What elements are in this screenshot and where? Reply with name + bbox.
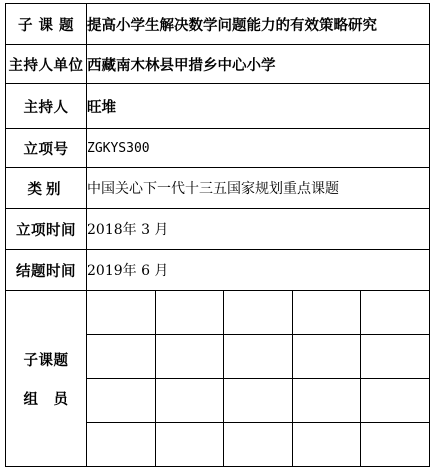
host-label: 主持人 (6, 84, 87, 129)
member-cell (87, 291, 155, 335)
member-cell (224, 335, 292, 379)
member-cell (155, 335, 223, 379)
end-time-value: 2019年 6 月 (87, 250, 430, 291)
category-label: 类别 (6, 168, 87, 209)
member-cell (292, 335, 360, 379)
host-value: 旺堆 (87, 84, 430, 129)
member-cell (87, 423, 155, 467)
members-grid-row (87, 379, 429, 423)
member-cell (155, 291, 223, 335)
members-grid-row (87, 423, 429, 467)
start-time-label: 立项时间 (6, 209, 87, 250)
host-row (6, 84, 430, 129)
project-no-label: 立项号 (6, 129, 87, 168)
member-cell (361, 423, 429, 467)
host-unit-label: 主持人单位 (6, 45, 87, 84)
topic-value: 提高小学生解决数学问题能力的有效策略研究 (87, 4, 430, 45)
member-cell (155, 423, 223, 467)
category-row (6, 168, 430, 209)
members-grid-row (87, 291, 429, 335)
category-value: 中国关心下一代十三五国家规划重点课题 (87, 168, 430, 209)
topic-label: 子 课 题 (6, 4, 87, 45)
project-info-table (5, 3, 430, 467)
project-no-value: ZGKYS300 (87, 129, 430, 168)
member-cell (224, 291, 292, 335)
members-label-line1: 子课题 (23, 352, 69, 369)
member-cell (361, 291, 429, 335)
member-cell (361, 379, 429, 423)
member-cell (292, 291, 360, 335)
end-time-label: 结题时间 (6, 250, 87, 291)
host-unit-row (6, 45, 430, 84)
members-row (6, 291, 430, 467)
member-cell (292, 379, 360, 423)
members-grid (87, 291, 429, 466)
member-cell (224, 379, 292, 423)
member-cell (87, 379, 155, 423)
member-cell (155, 379, 223, 423)
members-label-line2: 组 员 (23, 391, 69, 408)
start-time-value: 2018年 3 月 (87, 209, 430, 250)
members-grid-cell (87, 291, 430, 467)
end-time-row (6, 250, 430, 291)
host-unit-value: 西藏南木林县甲措乡中心小学 (87, 45, 430, 84)
project-no-row (6, 129, 430, 168)
topic-row (6, 4, 430, 45)
members-grid-row (87, 335, 429, 379)
member-cell (361, 335, 429, 379)
member-cell (87, 335, 155, 379)
member-cell (224, 423, 292, 467)
member-cell (292, 423, 360, 467)
start-time-row (6, 209, 430, 250)
members-label (6, 291, 87, 467)
